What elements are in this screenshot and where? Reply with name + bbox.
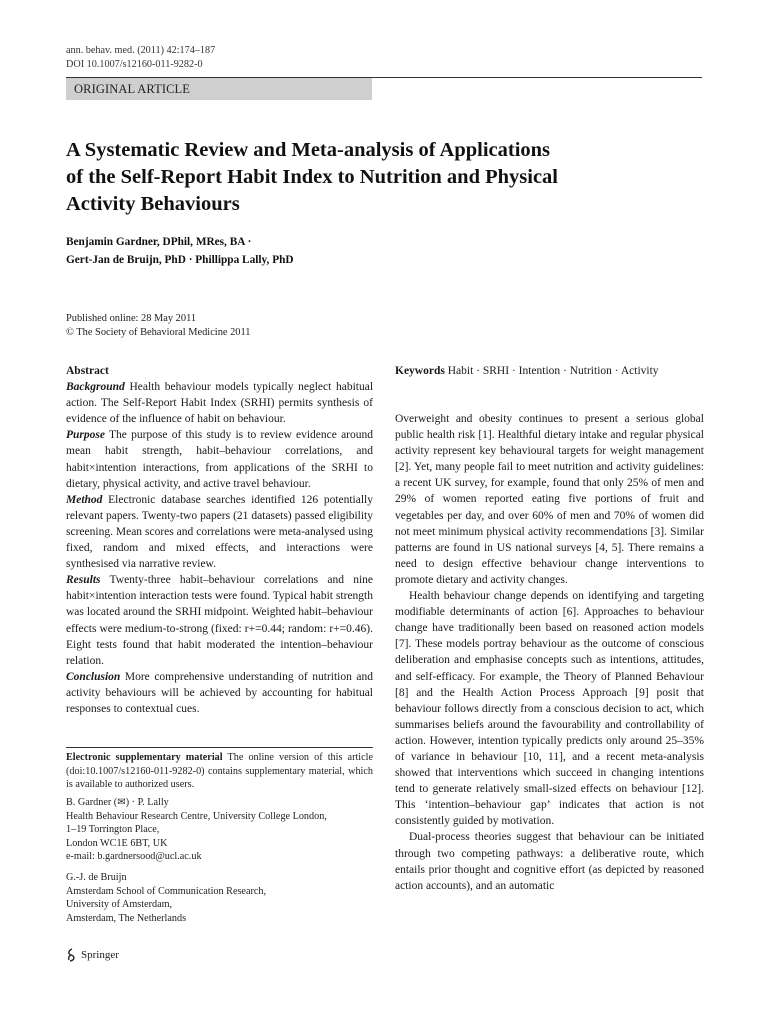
affiliation-line-1: Amsterdam School of Communication Research, bbox=[66, 885, 267, 897]
affiliation-line-2: University of Amsterdam, bbox=[66, 899, 173, 911]
abstract-purpose bbox=[66, 427, 373, 491]
abstract-section bbox=[66, 363, 373, 717]
method-label: Method bbox=[66, 493, 103, 506]
publication-info bbox=[66, 312, 251, 340]
conclusion-label: Conclusion bbox=[66, 670, 121, 683]
article-title bbox=[66, 137, 706, 218]
body-paragraph-2: Health behaviour change depends on identifying and targeting modifiable determinants of action [6]. Approaches to behaviour change have traditionally been based on reasoned action models [7]. These models portray behaviour as the outcome of conscious deliberation and emphasise concepts such as intentions, attitudes, and self-efficacy. For example, the Theory of Planned Behaviour [8] and the Health Action Process Approach [9] posit that behaviour follows directly from a conscious decision to act, which summarises beliefs around the favourability and controllability of action. However, intention typically predicts only around 25–35% of variance in behaviour [10, 11], and a recent meta-analysis showed that interventions which succeed in changing intentions tend to generate relatively small-sized effects on behaviour [12]. This ‘intention–behaviour gap’ indicates that action is not consistently guided by motivation. bbox=[395, 590, 704, 828]
publisher-name: Springer bbox=[81, 949, 119, 961]
supplementary-rule bbox=[66, 747, 373, 748]
published-date: Published online: 28 May 2011 bbox=[66, 313, 197, 324]
abstract-results bbox=[66, 572, 373, 669]
authors-line-2: Gert-Jan de Bruijn, PhD · Phillippa Lally, PhD bbox=[66, 254, 294, 266]
conclusion-text: More comprehensive understanding of nutrition and activity behaviours will be achieved by accounting for habitual responses to contextual cues. bbox=[66, 670, 374, 715]
doi-line: DOI 10.1007/s12160-011-9282-0 bbox=[66, 59, 203, 70]
abstract-heading: Abstract bbox=[66, 365, 109, 377]
keywords bbox=[395, 363, 704, 379]
purpose-text: The purpose of this study is to review evidence around mean habit strength, habit–behaviour correlations, and habit×intention interactions, from applications of the SRHI to dietary, physical activity, and active travel behaviour. bbox=[66, 429, 374, 490]
affiliation-line-3: London WC1E 6BT, UK bbox=[66, 837, 168, 849]
background-text: Health behaviour models typically neglect habitual action. The Self-Report Habit Index (SRHI) permits synthesis of evidence of the influence of habit on behaviour. bbox=[66, 381, 374, 426]
title-line-2: of the Self-Report Habit Index to Nutrition and Physical bbox=[66, 166, 558, 188]
authors-line-1: Benjamin Gardner, DPhil, MRes, BA · bbox=[66, 236, 252, 248]
affiliation-names: G.-J. de Bruijn bbox=[66, 872, 127, 883]
purpose-label: Purpose bbox=[66, 429, 105, 442]
keywords-label: Keywords bbox=[395, 365, 445, 377]
title-line-1: A Systematic Review and Meta-analysis of Applications bbox=[66, 139, 551, 161]
abstract-background bbox=[66, 379, 373, 427]
abstract-conclusion bbox=[66, 669, 373, 717]
method-text: Electronic database searches identified 126 potentially relevant papers. Twenty-two papers (21 datasets) passed eligibility screening. Mean scores and correlations were meta-analysed using fixed, random and mixed effects, and interactions were synthesised via narrative review. bbox=[66, 493, 373, 571]
supplementary-label: Electronic supplementary material bbox=[66, 752, 223, 763]
springer-logo-icon bbox=[66, 948, 78, 962]
affiliation-line-1: Health Behaviour Research Centre, University College London, bbox=[66, 810, 327, 822]
affiliation-names: B. Gardner (✉) · P. Lally bbox=[66, 797, 169, 808]
supplementary-text: The online version of this article (doi:10.1007/s12160-011-9282-0) contains supplementary material, which is available to authorized users. bbox=[66, 752, 373, 791]
journal-reference: ann. behav. med. (2011) 42:174–187 bbox=[66, 45, 216, 56]
copyright-line: © The Society of Behavioral Medicine 2011 bbox=[66, 327, 251, 338]
body-text bbox=[395, 411, 704, 894]
keywords-text: Habit · SRHI · Intention · Nutrition · Activity bbox=[447, 365, 659, 377]
supplementary-note bbox=[66, 751, 373, 792]
body-paragraph-1: Overweight and obesity continues to present a serious global public health risk [1]. Healthful dietary intake and regular physical activity represent key behavioural targets for weight management [2]. Yet, many people fail to meet nutrition and activity guidelines: a recent UK survey, for example, found that only 25% of men and 29% of women reported eating five portions of fruit and vegetables per day, and over 60% of men and 70% of women did not meet minimum physical activity recommendations [3]. Similar patterns are found in US national surveys [4, 5]. There remains a need to design effective behaviour change interventions to promote dietary and activity changes. bbox=[395, 413, 704, 586]
author-list bbox=[66, 233, 294, 269]
results-text: Twenty-three habit–behaviour correlations and nine habit×intention interaction tests were found. Typical habit strength was located around the SRHI midpoint. Weighted habit–behaviour effects were medium-to-strong (fixed: r+=0.44; random: r+=0.46). Eight tests found that habit moderated the intention–behaviour relation. bbox=[66, 574, 373, 667]
affiliation-ucl bbox=[66, 796, 373, 864]
background-label: Background bbox=[66, 381, 125, 394]
affiliation-line-2: 1–19 Torrington Place, bbox=[66, 824, 160, 836]
publisher-footer bbox=[66, 948, 119, 962]
title-line-3: Activity Behaviours bbox=[66, 193, 240, 215]
abstract-method bbox=[66, 492, 373, 572]
affiliation-amsterdam bbox=[66, 871, 373, 925]
affiliation-line-3: Amsterdam, The Netherlands bbox=[66, 912, 187, 924]
body-paragraph-3: Dual-process theories suggest that behaviour can be initiated through two competing pathways: a deliberative route, which entails prior thought and cognitive effort (as depicted by reasoned action accounts), and an automatic bbox=[395, 831, 704, 892]
article-type-banner: ORIGINAL ARTICLE bbox=[66, 78, 372, 100]
affiliation-email[interactable]: e-mail: b.gardnersood@ucl.ac.uk bbox=[66, 851, 202, 863]
results-label: Results bbox=[66, 574, 101, 587]
